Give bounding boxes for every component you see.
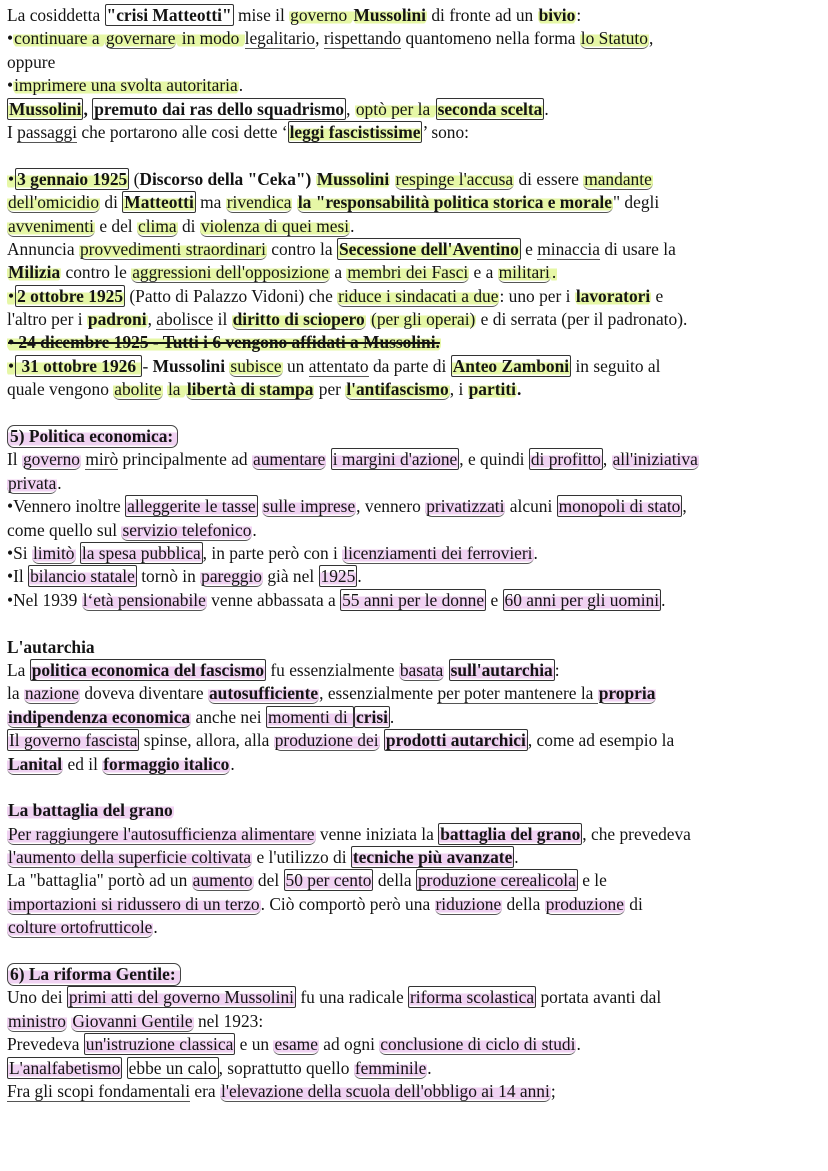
text-line: • 31 ottobre 1926 - Mussolini subisce un attentato da parte di Anteo Zamboni in seguito al	[8, 355, 661, 376]
text-line: Mussolini , premuto dai ras dello squadrismo , optò per la seconda scelta .	[9, 98, 549, 119]
text-line: indipendenza economica anche nei momenti di crisi .	[8, 706, 395, 727]
text-line: La cosiddetta "crisi Matteotti" mise il governo Mussolini di fronte ad un bivio:	[7, 5, 582, 25]
bullet: •	[8, 168, 15, 189]
text-line: •Vennero inoltre alleggerite le tasse sulle imprese, vennero privatizzati alcuni monopoli di stato ,	[7, 496, 687, 517]
text-line: La politica economica del fascismo fu essenzialmente basata sull'autarchia :	[7, 659, 560, 680]
text-line: • 3 gennaio 1925 (Discorso della "Ceka") Mussolini respinge l'accusa di essere mandante	[8, 168, 652, 189]
section-title: 6) La riforma Gentile:	[7, 963, 181, 986]
section-title: L'autarchia	[7, 636, 95, 657]
text-line: l'altro per i padroni, abolisce il diritto di sciopero (per gli operai) e di serrata (per il padronato).	[7, 309, 688, 330]
text-line: ministro Giovanni Gentile nel 1923:	[8, 1010, 264, 1031]
text-line-struck: • 24 dicembre 1925 - Tutti i 6 vengono affidati a Mussolini.	[8, 332, 440, 353]
text-line: privata.	[8, 472, 62, 493]
text-line: Uno dei primi atti del governo Mussolini fu una radicale riforma scolastica portata avanti dal	[7, 987, 662, 1008]
text-line: come quello sul servizio telefonico.	[7, 519, 257, 540]
text-line: oppure	[7, 51, 56, 72]
text-line: •continuare a governare in modo legalitario, rispettando quantomeno nella forma lo Statuto,	[7, 28, 654, 49]
text-line: •Il bilancio statale tornò in pareggio già nel 1925 .	[7, 566, 362, 587]
section-heading	[7, 799, 820, 822]
text-line: •Nel 1939 l‘età pensionabile venne abbassata a 55 anni per le donne e 60 anni per gli uomini .	[7, 589, 666, 610]
text-line: dell'omicidio di Matteotti ma rivendica la "responsabilità politica storica e morale" degli	[8, 192, 660, 213]
text-line: Lanital ed il formaggio italico.	[8, 753, 235, 774]
section-title: La battaglia del grano	[8, 800, 173, 821]
section-title: 5) Politica economica:	[7, 425, 178, 448]
text-line: colture ortofrutticole.	[8, 917, 158, 938]
text-line: importazioni si ridussero di un terzo. Ciò comportò però una riduzione della produzione di	[8, 893, 643, 914]
text-line: Il governo mirò principalmente ad aumentare i margini d'azione , e quindi di profitto , all'iniziativa	[7, 449, 698, 470]
text-line: Prevedeva un'istruzione classica e un esame ad ogni conclusione di ciclo di studi.	[7, 1034, 581, 1055]
text-line: • 2 ottobre 1925 (Patto di Palazzo Vidoni) che riduce i sindacati a due: uno per i lavoratori e	[8, 285, 664, 306]
section-heading	[7, 425, 820, 448]
text-line: avvenimenti e del clima di violenza di quei mesi.	[8, 215, 355, 236]
text-line: Fra gli scopi fondamentali era l'elevazione della scuola dell'obbligo ai 14 anni;	[7, 1080, 556, 1101]
text-line: Milizia contro le aggressioni dell'opposizione a membri dei Fasci e a militari .	[8, 262, 557, 283]
text-line: L'analfabetismo ebbe un calo , soprattutto quello femminile.	[9, 1057, 432, 1078]
bullet: •	[7, 28, 14, 49]
text-line: La "battaglia" portò ad un aumento del 50 per cento della produzione cerealicola e le	[7, 870, 607, 891]
text-line: la nazione doveva diventare autosufficiente, essenzialmente per poter mantenere la propria	[7, 683, 656, 704]
text-line: l'aumento della superficie coltivata e l'utilizzo di tecniche più avanzate .	[8, 847, 519, 868]
text-line: Per raggiungere l'autosufficienza alimentare venne iniziata la battaglia del grano , che prevedeva	[8, 823, 691, 844]
text-line: quale vengono abolite la libertà di stampa per l'antifascismo, i partiti.	[7, 379, 522, 400]
text-line: Annuncia provvedimenti straordinari contro la Secessione dell'Aventino e minaccia di usare la	[7, 238, 676, 259]
text-line: •Si limitò la spesa pubblica , in parte però con i licenziamenti dei ferrovieri.	[7, 542, 538, 563]
text-line: I passaggi che portarono alle cosi dette ‘ leggi fascistissime ’ sono:	[7, 121, 470, 142]
section-heading	[7, 636, 820, 659]
bullet: •	[8, 285, 15, 306]
boxed-term: "crisi Matteotti"	[106, 5, 232, 25]
bullet: •	[7, 75, 14, 96]
text-line: •imprimere una svolta autoritaria.	[7, 75, 244, 96]
bullet: •	[8, 355, 15, 376]
text-line: Il governo fascista spinse, allora, alla produzione dei prodotti autarchici , come ad esempio la	[9, 730, 675, 751]
section-heading	[7, 963, 820, 986]
